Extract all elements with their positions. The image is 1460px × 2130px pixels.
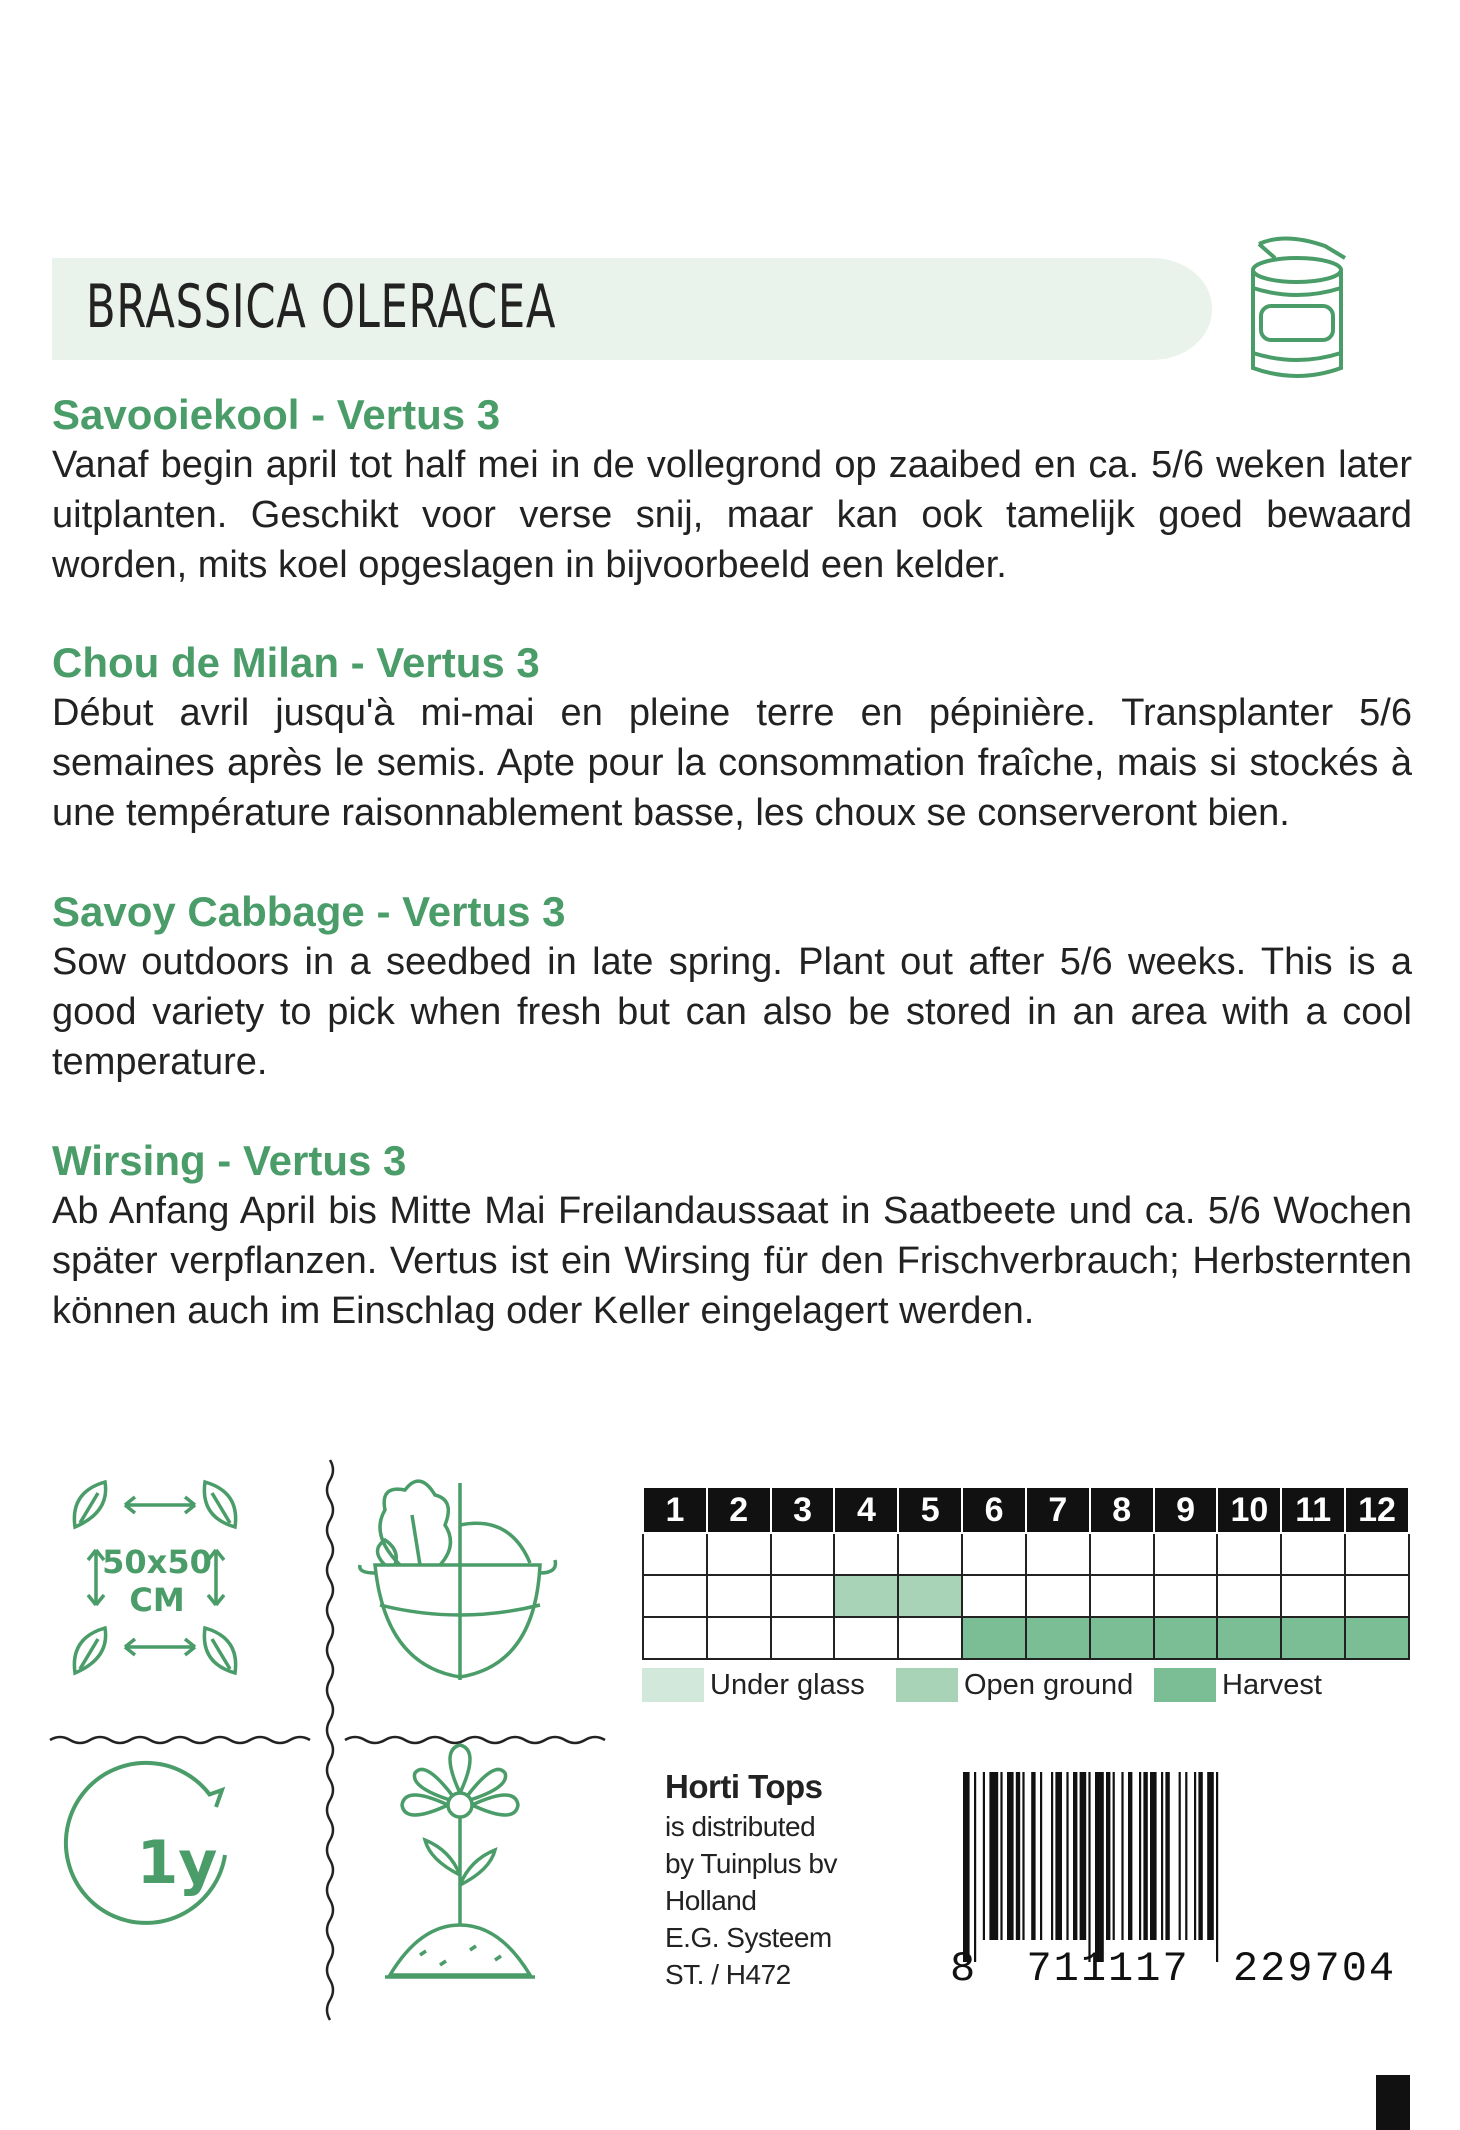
calendar-cell — [898, 1533, 962, 1575]
calendar-cell — [1281, 1617, 1345, 1659]
calendar-cell — [1026, 1533, 1090, 1575]
calendar-cell — [707, 1533, 771, 1575]
calendar-legend — [642, 1665, 1422, 1705]
calendar-cell — [834, 1617, 898, 1659]
calendar-cell — [1154, 1617, 1218, 1659]
barcode-bar — [1128, 1772, 1132, 1940]
barcode-number — [950, 1945, 1410, 1993]
barcode-bar — [989, 1772, 998, 1940]
calendar-cell — [962, 1575, 1026, 1617]
spacing-value: 50x50 — [102, 1543, 212, 1581]
distributor-line: by Tuinplus bv — [665, 1848, 837, 1879]
calendar-cell — [771, 1533, 835, 1575]
calendar-cell — [707, 1575, 771, 1617]
icon-panel — [40, 1455, 620, 2030]
vegetable-bowl-icon — [360, 1481, 556, 1680]
month-header: 3 — [771, 1487, 835, 1533]
calendar-cell — [1217, 1575, 1281, 1617]
barcode-bar — [1000, 1772, 1002, 1940]
barcode-bar — [974, 1772, 976, 1962]
calendar-cell — [643, 1617, 707, 1659]
month-header: 10 — [1217, 1487, 1281, 1533]
legend-swatch — [642, 1668, 704, 1702]
barcode-bar — [1088, 1772, 1090, 1962]
barcode-bar — [1051, 1772, 1053, 1940]
barcode-bar — [1055, 1772, 1062, 1940]
calendar-cell — [1281, 1575, 1345, 1617]
lifespan-value: 1y — [136, 1828, 218, 1898]
calendar-cell — [898, 1575, 962, 1617]
month-header: 8 — [1090, 1487, 1154, 1533]
section-body: Début avril jusqu'à mi-mai en pleine terre en pépinière. Transplanter 5/6 semaines après le semis. Apte pour la consommation fraîche, mais si stockés à une température raisonnablement basse, les choux se conserveront bien. — [52, 692, 1412, 834]
calendar-cell — [707, 1617, 771, 1659]
calendar-table — [642, 1486, 1410, 1660]
canned-food-icon — [1245, 228, 1360, 383]
barcode-bar — [1150, 1772, 1157, 1940]
calendar-cell — [643, 1575, 707, 1617]
barcode-bar — [1007, 1772, 1014, 1940]
calendar-row — [643, 1533, 1409, 1575]
distributor-line: E.G. Systeem — [665, 1922, 832, 1953]
barcode-bar — [1165, 1772, 1169, 1940]
section-de — [52, 1136, 1412, 1336]
barcode-bar — [1106, 1772, 1110, 1940]
legend-swatch — [896, 1668, 958, 1702]
barcode-right-digits: 229704 — [1232, 1945, 1397, 1993]
latin-name-banner — [52, 258, 1212, 360]
sowing-calendar — [642, 1486, 1410, 1660]
barcode-bar — [1139, 1772, 1141, 1940]
calendar-cell — [771, 1617, 835, 1659]
month-header: 9 — [1154, 1487, 1218, 1533]
month-header: 2 — [707, 1487, 771, 1533]
barcode-first-digit: 8 — [950, 1945, 978, 1993]
section-body: Sow outdoors in a seedbed in late spring. Plant out after 5/6 weeks. This is a good variety to pick when fresh but can also be stored in an area with a cool temperature. — [52, 941, 1412, 1083]
calendar-cell — [1090, 1617, 1154, 1659]
calendar-cell — [834, 1575, 898, 1617]
barcode-left-digits: 711117 — [1026, 1945, 1190, 1993]
section-title: Chou de Milan - Vertus 3 — [52, 639, 540, 686]
calendar-row — [643, 1575, 1409, 1617]
calendar-cell — [962, 1617, 1026, 1659]
distributor-line: is distributed — [665, 1811, 816, 1842]
calendar-cell — [834, 1533, 898, 1575]
calendar-row — [643, 1617, 1409, 1659]
barcode-bar — [1179, 1772, 1181, 1940]
barcode-bar — [1066, 1772, 1068, 1940]
month-header: 7 — [1026, 1487, 1090, 1533]
calendar-cell — [771, 1575, 835, 1617]
barcode-bar — [1161, 1772, 1163, 1940]
month-header: 12 — [1345, 1487, 1409, 1533]
barcode-bar — [1143, 1772, 1147, 1940]
latin-name: BRASSICA OLERACEA — [86, 272, 557, 342]
month-header: 5 — [898, 1487, 962, 1533]
distributor-line: Holland — [665, 1885, 757, 1916]
barcode-bar — [963, 1772, 970, 1962]
calendar-cell — [1090, 1533, 1154, 1575]
month-header: 1 — [643, 1487, 707, 1533]
calendar-cell — [1281, 1533, 1345, 1575]
section-body: Vanaf begin april tot half mei in de vollegrond op zaaibed en ca. 5/6 weken later uitplanten. Geschikt voor verse snij, maar kan ook tamelijk goed bewaard worden, mits koel opgeslagen in bijvoorbeeld een kelder. — [52, 444, 1412, 586]
barcode-bar — [1095, 1772, 1104, 1962]
calendar-cell — [1345, 1617, 1409, 1659]
barcode-bar — [983, 1772, 985, 1940]
calendar-cell — [1154, 1575, 1218, 1617]
section-title: Savoy Cabbage - Vertus 3 — [52, 888, 566, 935]
calendar-cell — [643, 1533, 707, 1575]
calendar-cell — [1345, 1533, 1409, 1575]
calendar-cell — [898, 1617, 962, 1659]
barcode-bar — [1040, 1772, 1042, 1940]
calendar-cell — [1345, 1575, 1409, 1617]
barcode-bar — [1073, 1772, 1077, 1940]
barcode-bar — [1022, 1772, 1024, 1940]
brand-name: Horti Tops — [665, 1768, 823, 1805]
barcode-bar — [1207, 1772, 1214, 1940]
barcode-bar — [1016, 1772, 1020, 1940]
calendar-cell — [1026, 1575, 1090, 1617]
horizontal-divider — [50, 1737, 310, 1743]
calendar-cell — [1154, 1533, 1218, 1575]
vertical-divider — [327, 1460, 333, 2020]
month-header: 6 — [962, 1487, 1026, 1533]
legend-harvest — [1154, 1665, 1322, 1705]
calendar-cell — [1026, 1617, 1090, 1659]
legend-open-ground — [896, 1665, 1133, 1705]
section-title: Wirsing - Vertus 3 — [52, 1137, 407, 1184]
calendar-cell — [1217, 1533, 1281, 1575]
horizontal-divider — [345, 1737, 605, 1743]
section-body: Ab Anfang April bis Mitte Mai Freilandaussaat in Saatbeete und ca. 5/6 Wochen später verpflanzen. Vertus ist ein Wirsing für den Frischverbrauch; Herbsternten können auch im Einschlag oder Keller eingelagert werden. — [52, 1190, 1412, 1332]
spacing-unit: CM — [129, 1581, 185, 1619]
barcode-bar — [1113, 1772, 1115, 1940]
barcode-bar — [1198, 1772, 1202, 1940]
section-en — [52, 887, 1412, 1087]
barcode-bar — [1031, 1772, 1035, 1940]
legend-label: Open ground — [964, 1668, 1134, 1701]
distributor-line: ST. / H472 — [665, 1959, 791, 1990]
barcode-bar — [1216, 1772, 1218, 1962]
calendar-cell — [1217, 1617, 1281, 1659]
month-header: 4 — [834, 1487, 898, 1533]
flower-sprout-icon — [385, 1745, 535, 1977]
barcode — [955, 1772, 1405, 1962]
section-title: Savooiekool - Vertus 3 — [52, 391, 501, 438]
legend-under-glass — [642, 1665, 865, 1705]
calendar-cell — [1090, 1575, 1154, 1617]
print-mark — [1376, 2075, 1410, 2130]
legend-label: Under glass — [710, 1668, 865, 1701]
calendar-cell — [962, 1533, 1026, 1575]
barcode-bar — [1080, 1772, 1087, 1940]
legend-label: Harvest — [1222, 1668, 1322, 1701]
barcode-bar — [1194, 1772, 1196, 1940]
barcode-bar — [1121, 1772, 1123, 1940]
legend-swatch — [1154, 1668, 1216, 1702]
barcode-bar — [1185, 1772, 1187, 1940]
month-header: 11 — [1281, 1487, 1345, 1533]
section-nl — [52, 390, 1412, 590]
section-fr — [52, 638, 1412, 838]
distributor-info — [665, 1766, 935, 1993]
